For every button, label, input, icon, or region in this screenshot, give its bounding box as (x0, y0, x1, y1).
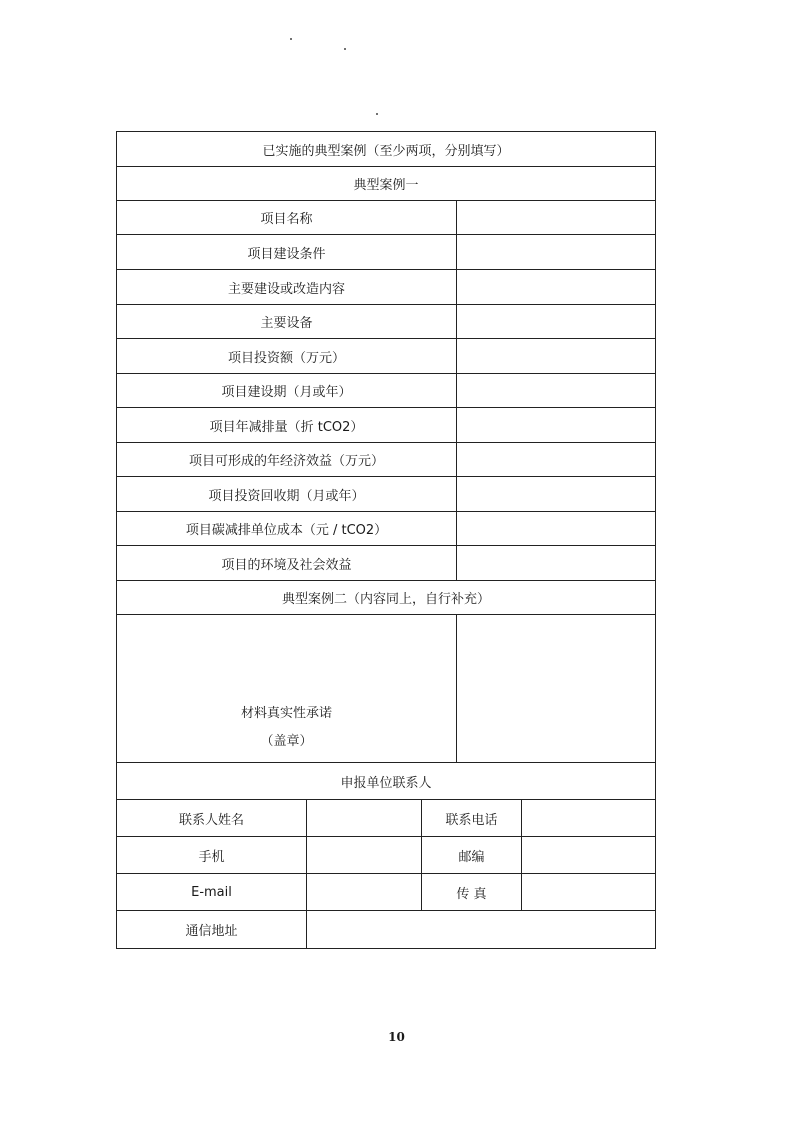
field-label: 项目建设期（月或年） (117, 374, 457, 407)
contact-row-address (117, 911, 655, 948)
case2-heading: 典型案例二（内容同上，自行补充） (281, 592, 490, 607)
field-row-project-name (117, 201, 655, 235)
field-label: 项目年减排量（折 tCO2） (117, 408, 457, 442)
case2-heading-row (117, 581, 655, 615)
contact-heading: 申报单位联系人 (340, 775, 432, 791)
scan-speck (344, 48, 346, 50)
case1-heading-row (117, 167, 655, 201)
case1-heading: 典型案例一 (353, 178, 419, 193)
field-label: 项目建设条件 (117, 235, 457, 269)
contact-row-email-fax (117, 874, 655, 911)
build-period-field[interactable] (457, 374, 655, 407)
field-row-investment (117, 339, 655, 374)
field-row-build-period (117, 374, 655, 408)
form-title-row (117, 132, 655, 167)
contact-row-name-phone (117, 800, 655, 837)
field-row-main-content (117, 270, 655, 305)
investment-field[interactable] (457, 339, 655, 373)
scan-speck (290, 38, 292, 40)
field-row-payback-period (117, 477, 655, 512)
field-label: 主要建设或改造内容 (117, 270, 457, 304)
form-title: 已实施的典型案例（至少两项，分别填写） (262, 143, 510, 159)
contact-heading-row (117, 763, 655, 800)
contact-phone-field[interactable] (522, 800, 655, 836)
field-row-annual-reduction (117, 408, 655, 443)
application-form-table (116, 131, 656, 949)
field-label: 项目投资额（万元） (117, 339, 457, 373)
address-label: 通信地址 (117, 911, 307, 948)
seal-note: （盖章） (260, 734, 313, 749)
annual-reduction-field[interactable] (457, 408, 655, 442)
payback-period-field[interactable] (457, 477, 655, 511)
mobile-field[interactable] (307, 837, 422, 873)
field-row-env-social-benefit (117, 546, 655, 581)
build-conditions-field[interactable] (457, 235, 655, 269)
unit-cost-field[interactable] (457, 512, 655, 545)
commitment-seal-area[interactable] (457, 615, 655, 762)
economic-benefit-field[interactable] (457, 443, 655, 476)
email-field[interactable] (307, 874, 422, 910)
main-content-field[interactable] (457, 270, 655, 304)
field-row-build-conditions (117, 235, 655, 270)
contact-name-label: 联系人姓名 (117, 800, 307, 836)
fax-label: 传 真 (422, 874, 522, 910)
commitment-label-cell (117, 615, 457, 762)
contact-name-field[interactable] (307, 800, 422, 836)
fax-field[interactable] (522, 874, 655, 910)
postcode-label: 邮编 (422, 837, 522, 873)
field-label: 项目碳减排单位成本（元 / tCO2） (117, 512, 457, 545)
field-label: 项目投资回收期（月或年） (117, 477, 457, 511)
scan-speck (376, 113, 378, 115)
postcode-field[interactable] (522, 837, 655, 873)
field-label: 主要设备 (117, 305, 457, 338)
field-label: 项目名称 (117, 201, 457, 234)
project-name-field[interactable] (457, 201, 655, 234)
mobile-label: 手机 (117, 837, 307, 873)
main-equipment-field[interactable] (457, 305, 655, 338)
contact-phone-label: 联系电话 (422, 800, 522, 836)
field-row-unit-cost (117, 512, 655, 546)
email-label: E-mail (117, 874, 307, 910)
page-number: 10 (388, 1030, 405, 1044)
field-label: 项目的环境及社会效益 (117, 546, 457, 580)
field-row-main-equipment (117, 305, 655, 339)
env-social-benefit-field[interactable] (457, 546, 655, 580)
commitment-row (117, 615, 655, 763)
address-field[interactable] (307, 911, 655, 948)
commitment-label: 材料真实性承诺 (240, 706, 332, 721)
field-row-economic-benefit (117, 443, 655, 477)
field-label: 项目可形成的年经济效益（万元） (117, 443, 457, 476)
contact-row-mobile-postcode (117, 837, 655, 874)
